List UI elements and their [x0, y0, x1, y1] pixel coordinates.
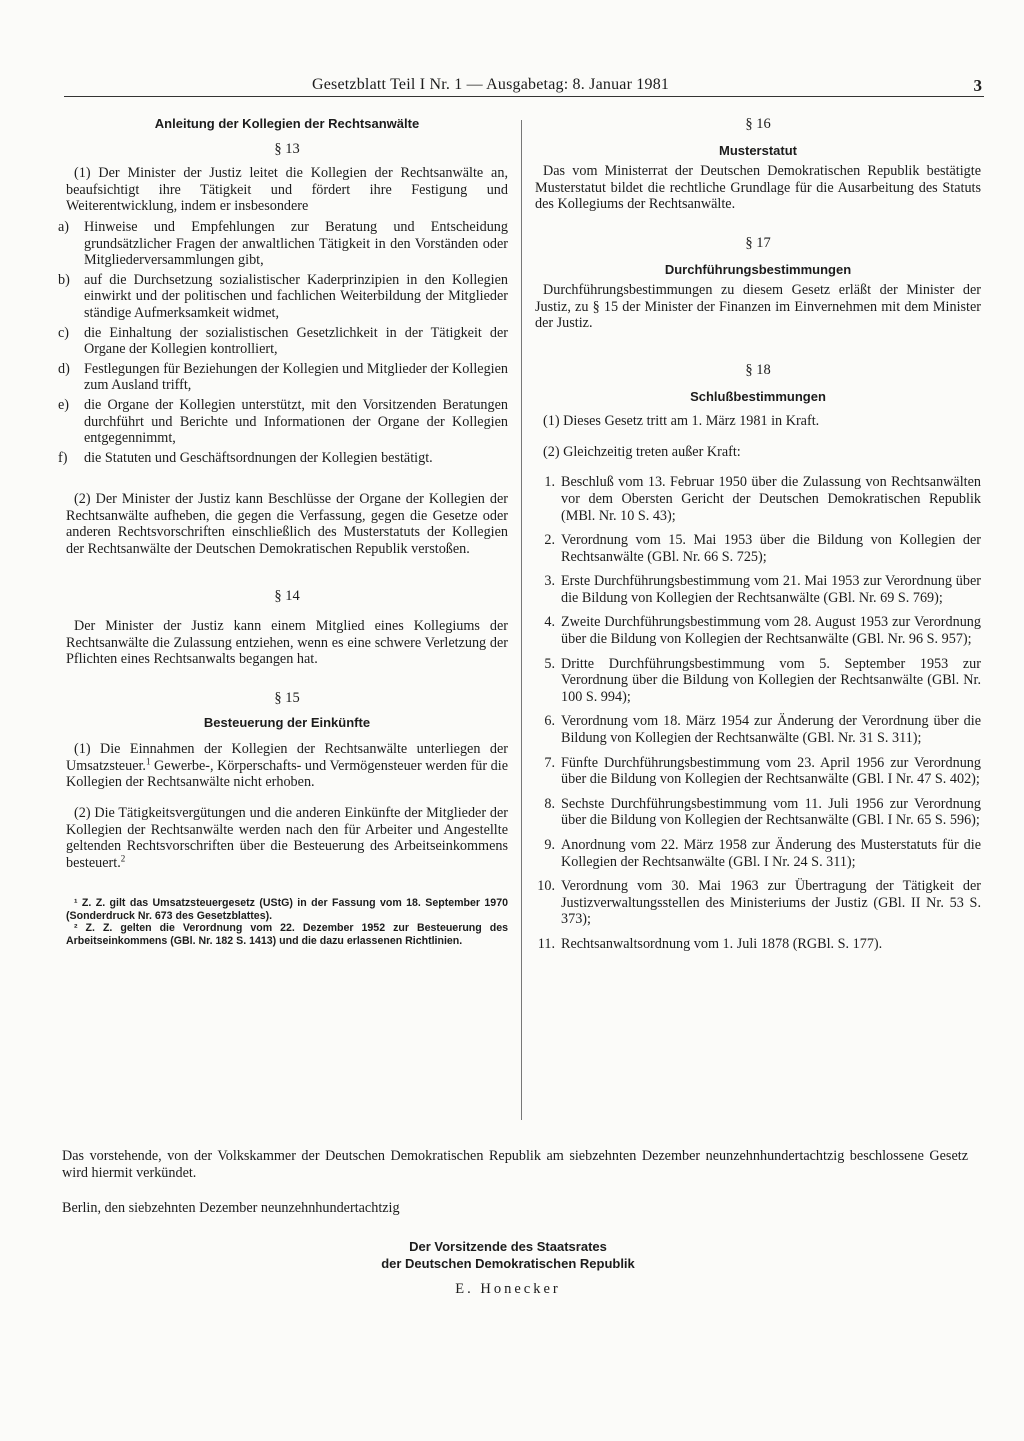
- list-item: [58, 218, 508, 269]
- place-and-date: Berlin, den siebzehnten Dezember neunzehnhundertachtzig: [62, 1200, 400, 1216]
- list-item-text: Anordnung vom 22. März 1958 zur Änderung des Musterstatuts für die Kollegien der Rechtsanwälte (GBl. I Nr. 24 S. 311);: [561, 837, 981, 870]
- list-item-label: 9.: [544, 837, 555, 853]
- list-item: [58, 324, 508, 358]
- list-item: [535, 936, 981, 953]
- paragraph-14-number: § 14: [274, 587, 300, 604]
- paragraph-15-subsection-2-text: (2) Die Tätigkeitsvergütungen und die anderen Einkünfte der Mitglieder der Kollegien der Rechtsanwälte werden nach den für Arbeiter und Angestellte geltenden Rechtsvorschriften über die Besteuerung des Arbeitseinkommens besteuert.: [66, 805, 508, 871]
- signatory-title-line-2: der Deutschen Demokratischen Republik: [381, 1256, 635, 1271]
- paragraph-13-subsection-2: (2) Der Minister der Justiz kann Beschlüsse der Organe der Kollegien der Rechtsanwälte aufheben, die gegen die Verfassung, gegen die Gesetze oder anderen Rechtsvorschriften einschließlich des Musterstatuts der Kollegien der Rechtsanwälte der Deutschen Demokratischen Republik verstoßen.: [66, 491, 508, 558]
- list-item-label: 1.: [544, 474, 555, 491]
- list-item-text: Verordnung vom 18. März 1954 zur Änderung der Verordnung über die Bildung von Kollegien der Rechtsanwälte (GBl. Nr. 31 S. 311);: [561, 713, 981, 747]
- list-item-label: 11.: [537, 935, 555, 952]
- list-item: [58, 449, 508, 467]
- signatory-title-line-1: Der Vorsitzende des Staatsrates: [409, 1239, 607, 1254]
- paragraph-18-subsection-2: (2) Gleichzeitig treten außer Kraft:: [543, 443, 741, 460]
- list-item-label: 8.: [544, 795, 555, 812]
- footnote-2: ² Z. Z. gelten die Verordnung vom 22. Dezember 1952 zur Besteuerung des Arbeitseinkommens (GBl. Nr. 182 S. 1413) und die dazu erlassenen Richtlinien.: [66, 922, 508, 947]
- paragraph-14-text: Der Minister der Justiz kann einem Mitglied eines Kollegiums der Rechtsanwälte die Zulassung entziehen, wenn es eine schwere Verletzung der Pflichten eines Rechtsanwalts begangen hat.: [66, 618, 508, 668]
- footnotes: [66, 897, 508, 947]
- list-item: [535, 532, 981, 565]
- paragraph-17-title: Durchführungsbestimmungen: [664, 261, 852, 277]
- list-item-label: c): [58, 324, 70, 341]
- list-item-label: d): [58, 360, 70, 377]
- list-item: [58, 396, 508, 447]
- repealed-laws-list: [535, 474, 981, 952]
- list-item: [535, 656, 981, 706]
- list-item: [535, 573, 981, 606]
- signatory-title: [328, 1238, 688, 1272]
- list-item-text: Zweite Durchführungsbestimmung vom 28. August 1953 zur Verordnung über die Bildung von Kollegien der Rechtsanwälte (GBl. Nr. 96 S. 957);: [561, 614, 981, 648]
- left-column: [58, 116, 508, 947]
- list-item-text: die Statuten und Geschäftsordnungen der Kollegien bestätigt.: [84, 449, 433, 466]
- paragraph-13-subsection-1: (1) Der Minister der Justiz leitet die Kollegien der Rechtsanwälte an, beaufsichtigt ihre Tätigkeit und fördert ihre Festigung und Weiterentwicklung, indem er insbesondere: [66, 165, 508, 215]
- header-rule: [64, 96, 984, 97]
- list-item-text: Verordnung vom 30. Mai 1963 zur Übertragung der Tätigkeit der Justizverwaltungsstellen des Ministeriums der Justiz (GBl. II Nr. 53 S. 373);: [561, 878, 981, 928]
- paragraph-16-title: Musterstatut: [718, 142, 797, 158]
- footnote-1: ¹ Z. Z. gilt das Umsatzsteuergesetz (UStG) in der Fassung vom 18. September 1970 (Sonderdruck Nr. 673 des Gesetzblattes).: [66, 897, 508, 922]
- list-item-text: Sechste Durchführungsbestimmung vom 11. Juli 1956 zur Verordnung über die Bildung von Kollegien der Rechtsanwälte (GBl. I Nr. 65 S. 596);: [561, 795, 981, 829]
- paragraph-18-title: Schlußbestimmungen: [690, 388, 826, 404]
- list-item-text: Festlegungen für Beziehungen der Kollegien und Mitglieder der Kollegien zum Ausland trifft,: [84, 360, 508, 394]
- header-title: Gesetzblatt Teil I Nr. 1 — Ausgabetag: 8. Januar 1981: [312, 76, 670, 93]
- paragraph-15-subsection-1-part-a: (1) Die Einnahmen der Kollegien der Rechtsanwälte unterliegen der Umsatzsteuer.: [66, 741, 508, 774]
- paragraph-17-number: § 17: [745, 234, 771, 251]
- list-item-text: die Organe der Kollegien unterstützt, mit den Vorsitzenden Beratungen durchführt und Berichte und Informationen der Organe der Kollegien entgegennimmt,: [84, 396, 508, 447]
- list-item: [535, 713, 981, 746]
- list-item-text: Fünfte Durchführungsbestimmung vom 23. April 1956 zur Verordnung über die Bildung von Kollegien der Rechtsanwälte (GBl. I Nr. 47 S. 402);: [561, 754, 981, 788]
- list-item-label: a): [58, 218, 70, 235]
- paragraph-15-title: Besteuerung der Einkünfte: [203, 714, 371, 730]
- paragraph-18-subsection-1: (1) Dieses Gesetz tritt am 1. März 1981 in Kraft.: [543, 413, 820, 430]
- list-item-label: f): [58, 449, 68, 466]
- list-item: [535, 796, 981, 829]
- signatory-name: E. Honecker: [455, 1281, 561, 1297]
- list-item-label: b): [58, 271, 70, 288]
- paragraph-15-number: § 15: [274, 690, 300, 707]
- list-item: [535, 474, 981, 524]
- paragraph-13-number: § 13: [274, 140, 300, 157]
- list-item-text: Hinweise und Empfehlungen zur Beratung und Entscheidung grundsätzlicher Fragen der anwaltlichen Tätigkeit in den Vorständen oder Mitgliederversammlungen gibt,: [84, 218, 508, 269]
- right-column: [535, 116, 981, 961]
- list-item-label: 7.: [544, 754, 555, 771]
- list-item-text: Erste Durchführungsbestimmung vom 21. Mai 1953 zur Verordnung über die Bildung von Kollegien der Rechtsanwälte (GBl. Nr. 69 S. 769);: [561, 573, 981, 606]
- list-item-label: 2.: [544, 532, 555, 549]
- footnote-ref-1: 1: [145, 756, 151, 767]
- paragraph-15-subsection-1-part-b: Gewerbe-, Körperschafts- und Vermögensteuer werden für die Kollegien der Rechtsanwälte nicht erhoben.: [66, 757, 508, 791]
- list-item-label: 5.: [544, 655, 555, 672]
- list-item: [58, 271, 508, 322]
- paragraph-16-number: § 16: [745, 116, 771, 132]
- list-item-label: 4.: [544, 614, 555, 631]
- paragraph-16-text: Das vom Ministerrat der Deutschen Demokratischen Republik bestätigte Musterstatut bildet die rechtliche Grundlage für die Ausarbeitung des Statuts des Kollegiums der Rechtsanwälte.: [535, 163, 981, 213]
- paragraph-15-subsection-2: [66, 805, 508, 871]
- page-number: 3: [973, 76, 982, 95]
- list-item: [535, 837, 981, 870]
- list-item-text: Rechtsanwaltsordnung vom 1. Juli 1878 (RGBl. S. 177).: [561, 935, 883, 952]
- paragraph-18-number: § 18: [745, 361, 771, 378]
- list-item-label: e): [58, 396, 70, 413]
- list-item-text: die Einhaltung der sozialistischen Gesetzlichkeit in der Tätigkeit der Organe der Kollegien kontrolliert,: [84, 324, 508, 358]
- list-item: [535, 755, 981, 788]
- list-item: [535, 614, 981, 647]
- paragraph-17-text: Durchführungsbestimmungen zu diesem Gesetz erläßt der Minister der Justiz, zu § 15 der Minister der Finanzen im Einvernehmen mit dem Minister der Justiz.: [535, 282, 981, 332]
- paragraph-15-subsection-1: [66, 741, 508, 791]
- section-heading-anleitung: Anleitung der Kollegien der Rechtsanwälte: [154, 116, 420, 131]
- list-item-text: auf die Durchsetzung sozialistischer Kaderprinzipien in den Kollegien einwirkt und der politischen und fachlichen Weiterbildung der Mitglieder ständige Aufmerksamkeit widmet,: [84, 271, 508, 321]
- list-item-text: Verordnung vom 15. Mai 1953 über die Bildung von Kollegien der Rechtsanwälte (GBl. Nr. 66 S. 725);: [561, 532, 981, 565]
- list-item: [58, 360, 508, 394]
- list-item-label: 10.: [537, 878, 555, 895]
- footnote-ref-2: 2: [120, 853, 126, 864]
- promulgation-text: [62, 1148, 968, 1182]
- list-item: [535, 878, 981, 928]
- page-header: [64, 76, 984, 98]
- promulgation-paragraph: Das vorstehende, von der Volkskammer der Deutschen Demokratischen Republik am siebzehnten Dezember neunzehnhundertachtzig beschlossene Gesetz wird hiermit verkündet.: [62, 1148, 968, 1181]
- list-item-text: Beschluß vom 13. Februar 1950 über die Zulassung von Rechtsanwälten vor dem Obersten Gericht der Deutschen Demokratischen Republik (MBl. Nr. 10 S. 43);: [561, 474, 981, 524]
- list-item-text: Dritte Durchführungsbestimmung vom 5. September 1953 zur Verordnung über die Bildung von Kollegien der Rechtsanwälte (GBl. Nr. 100 S. 994);: [561, 655, 981, 705]
- list-item-label: 6.: [544, 713, 555, 730]
- paragraph-13-list: [58, 218, 508, 466]
- list-item-label: 3.: [544, 573, 555, 590]
